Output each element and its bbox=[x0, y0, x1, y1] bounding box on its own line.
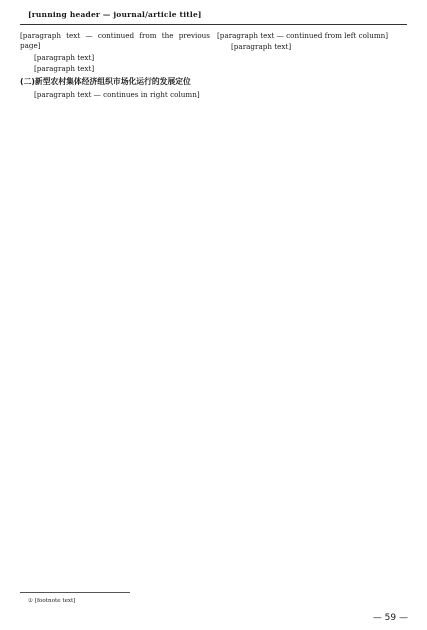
header-divider bbox=[20, 24, 407, 25]
paragraph: [paragraph text — continued from the previous page] bbox=[20, 31, 210, 51]
footnote: ① [footnote text] bbox=[28, 598, 76, 604]
paragraph: [paragraph text] bbox=[34, 52, 95, 62]
page-number: — 59 — bbox=[372, 613, 408, 623]
paragraph: [paragraph text] bbox=[231, 42, 292, 52]
paragraph: [paragraph text — continues in right column] bbox=[34, 90, 200, 100]
footnote-divider bbox=[20, 592, 130, 593]
paragraph: [paragraph text — continued from left column] bbox=[217, 31, 389, 40]
section-heading: (二)新型农村集体经济组织市场化运行的发展定位 bbox=[20, 77, 191, 87]
right-column bbox=[217, 31, 407, 54]
paragraph: [paragraph text] bbox=[34, 64, 95, 74]
left-column bbox=[20, 31, 210, 102]
running-header: [running header — journal/article title] bbox=[28, 10, 202, 19]
